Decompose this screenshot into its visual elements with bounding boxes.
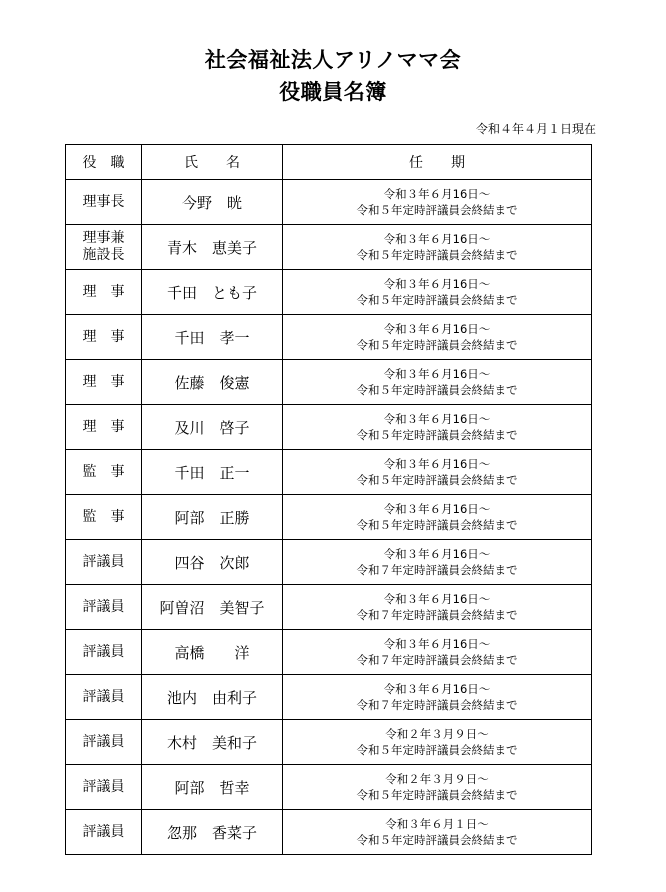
role-text: 評議員 (82, 598, 125, 615)
name-cell (142, 540, 283, 585)
role-text: 評議員 (82, 688, 125, 705)
table-row (66, 585, 592, 630)
name-text: 阿部 正勝 (174, 508, 250, 527)
header-term: 任 期 (283, 145, 592, 180)
role-text: 理事長 (82, 193, 125, 210)
table-row (66, 810, 592, 855)
term-start-text: 令和３年６月16日～ (383, 412, 491, 426)
term-start-text: 令和３年６月１日～ (385, 817, 489, 831)
role-text: 監 事 (82, 508, 125, 525)
term-cell (283, 630, 592, 675)
term-start-text: 令和２年３月９日～ (385, 772, 489, 786)
table-row (66, 180, 592, 225)
term-start-text: 令和３年６月16日～ (383, 502, 491, 516)
term-start-text: 令和３年６月16日～ (383, 187, 491, 201)
table-row (66, 765, 592, 810)
term-start-text: 令和３年６月16日～ (383, 682, 491, 696)
term-end-text: 令和５年定時評議員会終結まで (356, 383, 518, 397)
role-cell (66, 810, 142, 855)
term-end-text: 令和５年定時評議員会終結まで (356, 338, 518, 352)
term-cell (283, 810, 592, 855)
name-text: 千田 孝一 (174, 328, 250, 347)
term-cell (283, 450, 592, 495)
role-cell (66, 315, 142, 360)
name-cell (142, 405, 283, 450)
role-text: 監 事 (82, 463, 125, 480)
name-text: 佐藤 俊憲 (174, 373, 250, 392)
term-end-text: 令和７年定時評議員会終結まで (356, 698, 518, 712)
table-row (66, 450, 592, 495)
term-start-text: 令和３年６月16日～ (383, 277, 491, 291)
term-start-text: 令和３年６月16日～ (383, 232, 491, 246)
term-end-text: 令和７年定時評議員会終結まで (356, 653, 518, 667)
name-text: 池内 由利子 (166, 688, 257, 707)
table-row (66, 360, 592, 405)
name-cell (142, 765, 283, 810)
document-title: 社会福祉法人アリノママ会 (204, 48, 462, 72)
header-role: 役 職 (66, 145, 142, 180)
table-header-row (66, 145, 592, 180)
term-start-text: 令和３年６月16日～ (383, 367, 491, 381)
table-row (66, 225, 592, 270)
role-text: 評議員 (82, 823, 125, 840)
name-cell (142, 225, 283, 270)
role-cell (66, 540, 142, 585)
name-text: 忽那 香菜子 (166, 823, 257, 842)
term-cell (283, 540, 592, 585)
table-body (66, 180, 592, 855)
term-cell (283, 180, 592, 225)
table-row (66, 315, 592, 360)
term-end-text: 令和５年定時評議員会終結まで (356, 743, 518, 757)
name-text: 及川 啓子 (174, 418, 250, 437)
term-end-text: 令和５年定時評議員会終結まで (356, 428, 518, 442)
role-text: 評議員 (82, 643, 125, 660)
name-text: 阿部 哲幸 (174, 778, 250, 797)
name-cell (142, 585, 283, 630)
role-text: 理 事 (82, 283, 125, 300)
term-cell (283, 585, 592, 630)
term-start-text: 令和３年６月16日～ (383, 592, 491, 606)
term-end-text: 令和５年定時評議員会終結まで (356, 293, 518, 307)
table-row (66, 675, 592, 720)
term-end-text: 令和５年定時評議員会終結まで (356, 203, 518, 217)
term-end-text: 令和５年定時評議員会終結まで (356, 248, 518, 262)
term-start-text: 令和３年６月16日～ (383, 547, 491, 561)
term-start-text: 令和２年３月９日～ (385, 727, 489, 741)
name-text: 四谷 次郎 (174, 553, 250, 572)
name-cell (142, 675, 283, 720)
role-cell (66, 495, 142, 540)
table-row (66, 405, 592, 450)
name-cell (142, 450, 283, 495)
role-text: 理 事 (82, 373, 125, 390)
term-cell (283, 315, 592, 360)
term-cell (283, 720, 592, 765)
table-row (66, 720, 592, 765)
role-cell (66, 225, 142, 270)
role-cell (66, 360, 142, 405)
term-cell (283, 675, 592, 720)
term-end-text: 令和５年定時評議員会終結まで (356, 473, 518, 487)
name-text: 千田 正一 (174, 463, 250, 482)
table-row (66, 630, 592, 675)
officer-roster-table (65, 144, 592, 855)
role-text: 評議員 (82, 553, 125, 570)
role-cell (66, 270, 142, 315)
role-cell (66, 585, 142, 630)
name-text: 青木 恵美子 (166, 238, 257, 257)
term-end-text: 令和５年定時評議員会終結まで (356, 833, 518, 847)
as-of-date: 令和４年４月１日現在 (475, 122, 596, 136)
name-cell (142, 495, 283, 540)
name-text: 阿曽沼 美智子 (159, 598, 265, 617)
name-text: 高橋 洋 (174, 643, 250, 662)
name-text: 今野 晄 (181, 193, 242, 212)
role-cell (66, 405, 142, 450)
term-start-text: 令和３年６月16日～ (383, 637, 491, 651)
term-start-text: 令和３年６月16日～ (383, 457, 491, 471)
name-cell (142, 270, 283, 315)
term-cell (283, 360, 592, 405)
role-cell (66, 180, 142, 225)
term-end-text: 令和７年定時評議員会終結まで (356, 563, 518, 577)
role-text: 理 事 (82, 328, 125, 345)
role-text: 評議員 (82, 733, 125, 750)
term-start-text: 令和３年６月16日～ (383, 322, 491, 336)
table-row (66, 540, 592, 585)
name-cell (142, 315, 283, 360)
table-row (66, 270, 592, 315)
role-cell (66, 675, 142, 720)
role-text: 評議員 (82, 778, 125, 795)
role-cell (66, 630, 142, 675)
role-cell (66, 450, 142, 495)
role-cell (66, 765, 142, 810)
name-cell (142, 360, 283, 405)
term-cell (283, 495, 592, 540)
document-subtitle: 役職員名簿 (279, 80, 387, 104)
name-cell (142, 180, 283, 225)
term-cell (283, 270, 592, 315)
name-cell (142, 720, 283, 765)
term-cell (283, 405, 592, 450)
term-end-text: 令和５年定時評議員会終結まで (356, 788, 518, 802)
name-cell (142, 810, 283, 855)
header-name: 氏 名 (142, 145, 283, 180)
term-cell (283, 765, 592, 810)
role-cell (66, 720, 142, 765)
term-end-text: 令和７年定時評議員会終結まで (356, 608, 518, 622)
role-text: 理事兼 施設長 (82, 230, 125, 263)
table-row (66, 495, 592, 540)
term-cell (283, 225, 592, 270)
term-end-text: 令和５年定時評議員会終結まで (356, 518, 518, 532)
name-text: 木村 美和子 (166, 733, 257, 752)
name-cell (142, 630, 283, 675)
name-text: 千田 とも子 (166, 283, 257, 302)
role-text: 理 事 (82, 418, 125, 435)
